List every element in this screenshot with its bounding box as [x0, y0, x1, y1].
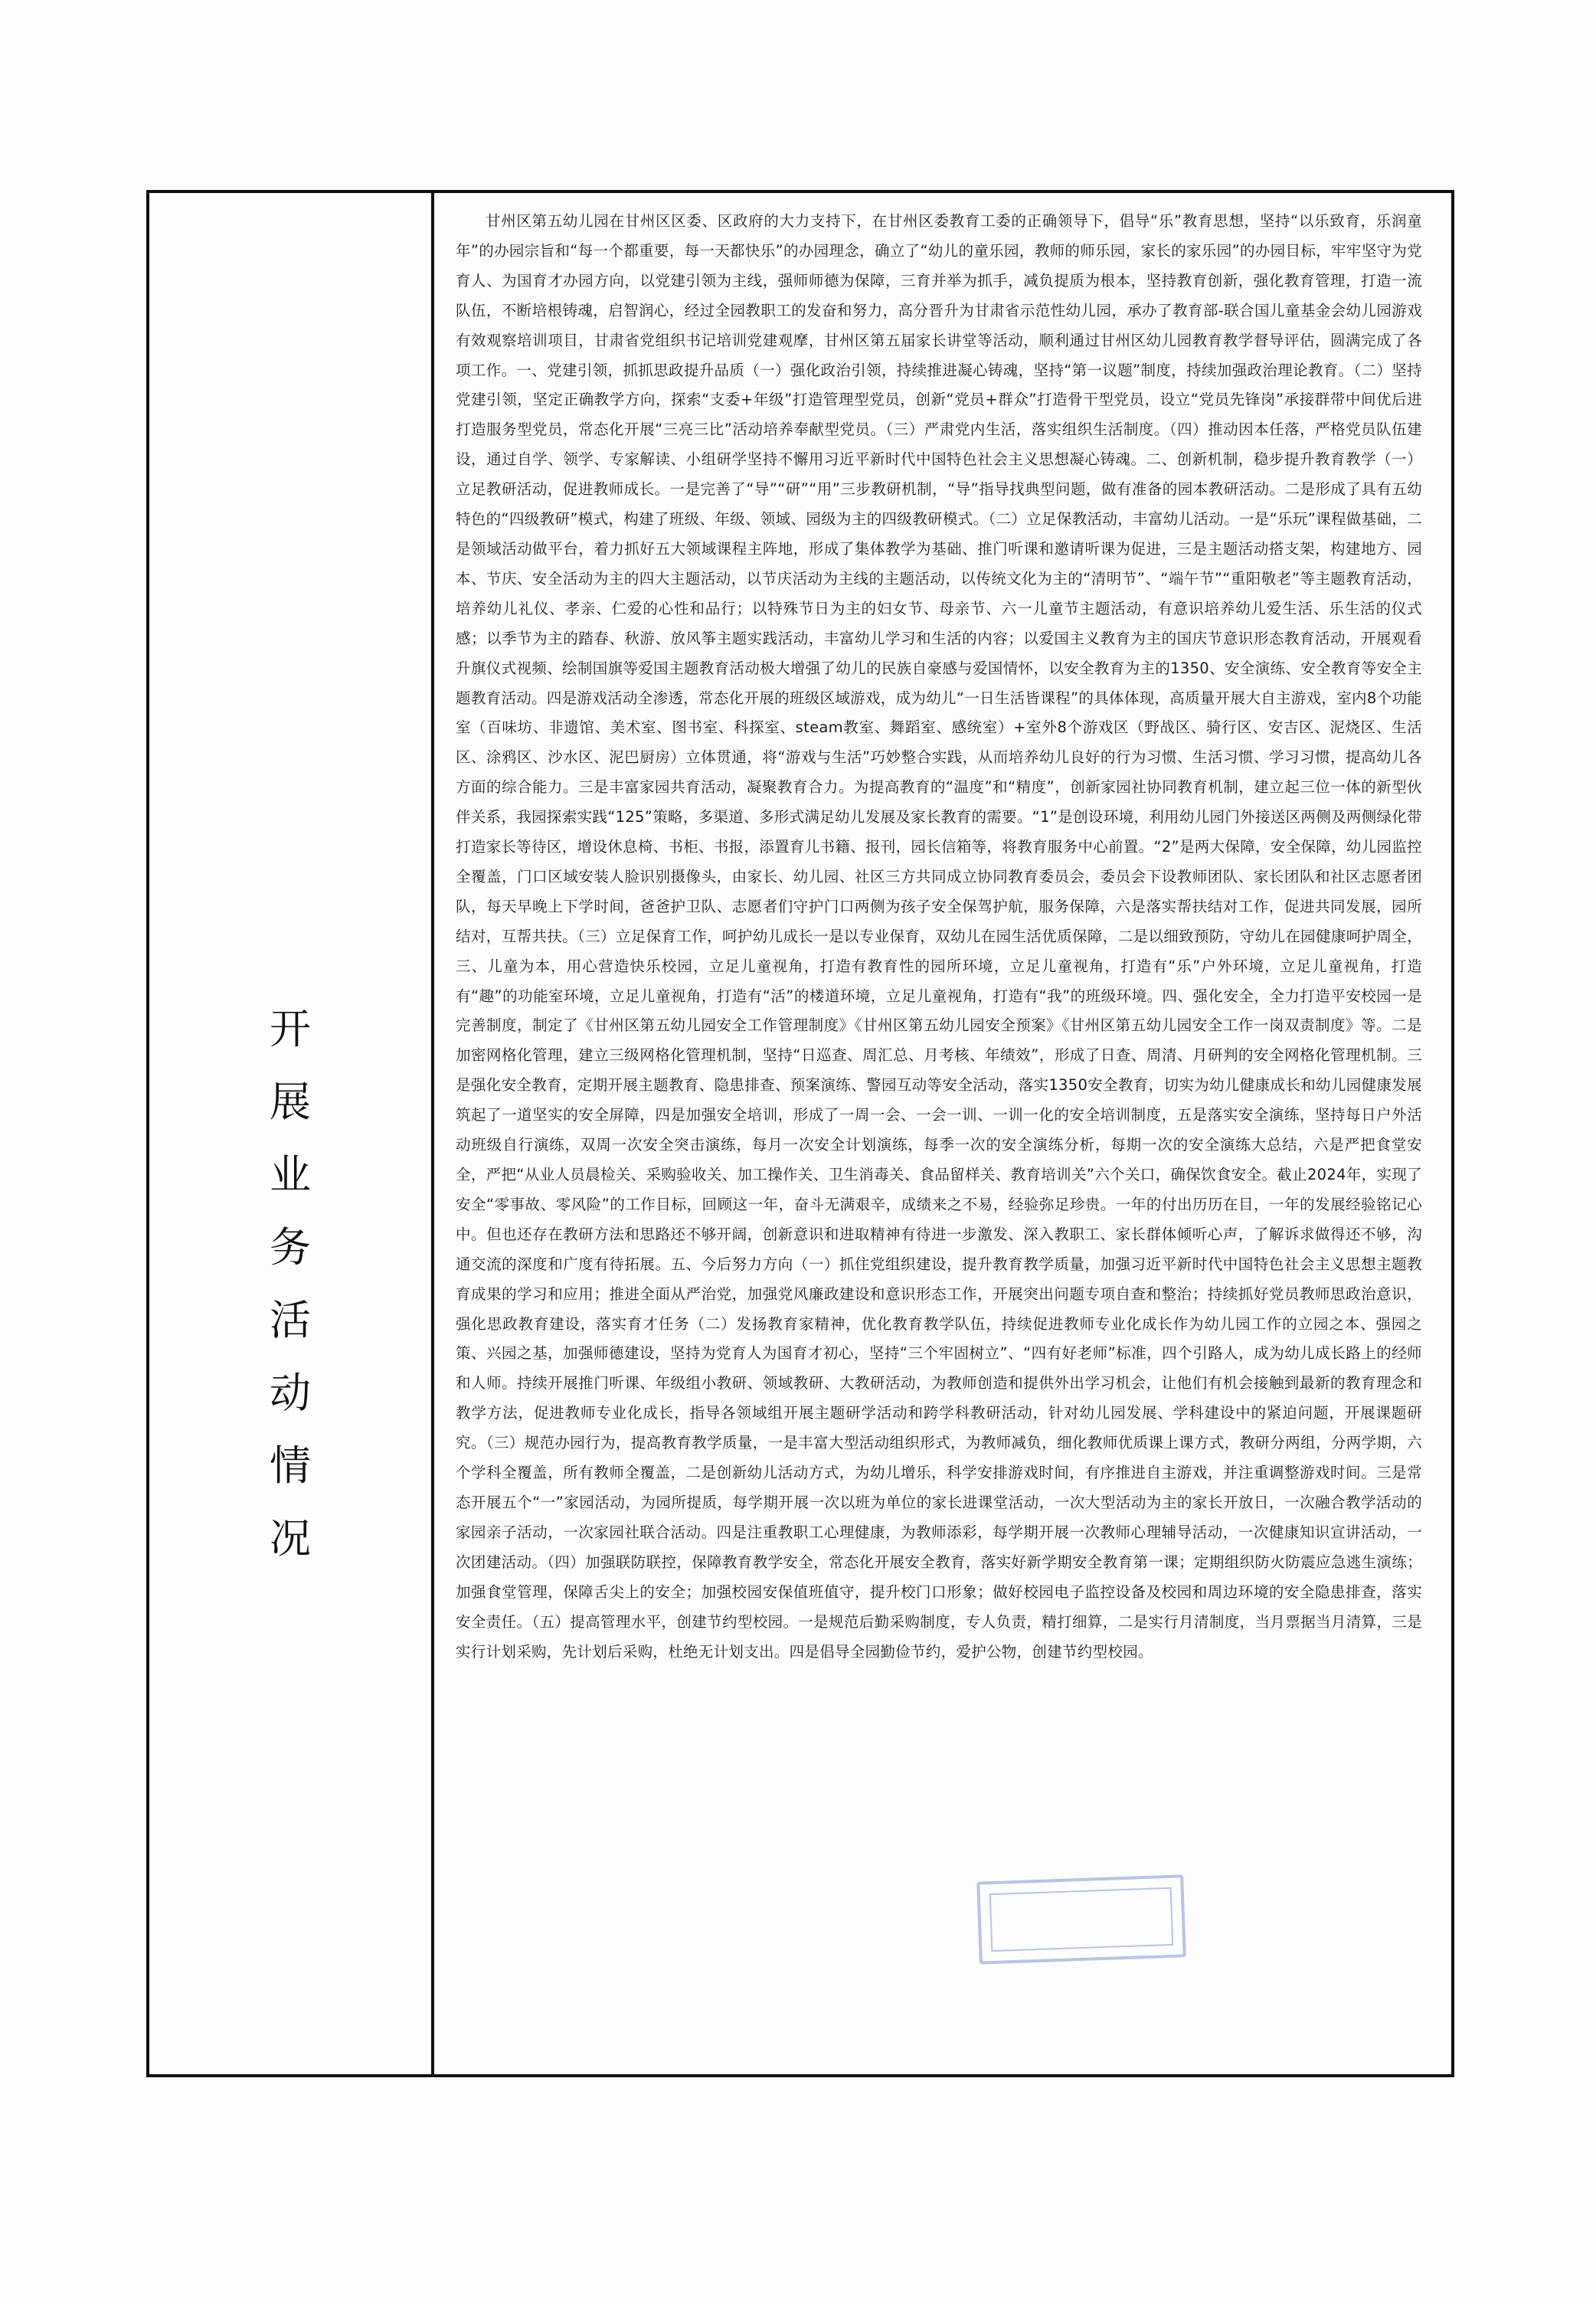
- section-label-cell: [149, 193, 434, 2074]
- form-table: [146, 190, 1454, 2077]
- activity-report-body: 甘州区第五幼儿园在甘州区区委、区政府的大力支持下，在甘州区委教育工委的正确领导下，倡导“乐”教育思想，坚持“以乐致育，乐润童年”的办园宗旨和“每一个都重要，每一天都快乐”的办园理念，确立了“幼儿的童乐园，教师的师乐园，家长的家乐园”的办园目标，牢牢坚守为党育人、为国育才办园方向，以党建引领为主线，强师师德为保障，三育并举为抓手，减负提质为根本，坚持教育创新，强化教育管理，打造一流队伍，不断培根铸魂，启智润心，经过全园教职工的发奋和努力，高分晋升为甘肃省示范性幼儿园，承办了教育部-联合国儿童基金会幼儿园游戏有效观察培训项目，甘肃省党组织书记培训党建观摩，甘州区第五届家长讲堂等活动，顺利通过甘州区幼儿园教育教学督导评估，圆满完成了各项工作。一、党建引领，抓抓思政提升品质（一）强化政治引领，持续推进凝心铸魂，坚持“第一议题”制度，持续加强政治理论教育。（二）坚持党建引领，坚定正确教学方向，探索“支委+年级”打造管理型党员，创新“党员+群众”打造骨干型党员，设立“党员先锋岗”承接群带中间优后进打造服务型党员，常态化开展“三亮三比”活动培养奉献型党员。（三）严肃党内生活，落实组织生活制度。（四）推动因本任落，严格党员队伍建设，通过自学、领学、专家解读、小组研学坚持不懈用习近平新时代中国特色社会主义思想凝心铸魂。二、创新机制，稳步提升教育教学（一）立足教研活动，促进教师成长。一是完善了“导”“研”“用”三步教研机制，“导”指导找典型问题，做有准备的园本教研活动。二是形成了具有五幼特色的“四级教研”模式，构建了班级、年级、领域、园级为主的四级教研模式。（二）立足保教活动，丰富幼儿活动。一是“乐玩”课程做基础，二是领域活动做平台，着力抓好五大领域课程主阵地，形成了集体教学为基础、推门听课和邀请听课为促进，三是主题活动搭支架，构建地方、园本、节庆、安全活动为主的四大主题活动，以节庆活动为主线的主题活动，以传统文化为主的“清明节”、“端午节”“重阳敬老”等主题教育活动，培养幼儿礼仪、孝亲、仁爱的心性和品行；以特殊节日为主的妇女节、母亲节、六一儿童节主题活动，有意识培养幼儿爱生活、乐生活的仪式感；以季节为主的踏春、秋游、放风筝主题实践活动，丰富幼儿学习和生活的内容；以爱国主义教育为主的国庆节意识形态教育活动，开展观看升旗仪式视频、绘制国旗等爱国主题教育活动极大增强了幼儿的民族自豪感与爱国情怀，以安全教育为主的1350、安全演练、安全教育等安全主题教育活动。四是游戏活动全渗透，常态化开展的班级区域游戏，成为幼儿“一日生活皆课程”的具体体现，高质量开展大自主游戏，室内8个功能室（百味坊、非遗馆、美术室、图书室、科探室、steam教室、舞蹈室、感统室）+室外8个游戏区（野战区、骑行区、安吉区、泥烧区、生活区、涂鸦区、沙水区、泥巴厨房）立体贯通，将“游戏与生活”巧妙整合实践，从而培养幼儿良好的行为习惯、生活习惯、学习习惯，提高幼儿各方面的综合能力。三是丰富家园共育活动，凝聚教育合力。为提高教育的“温度”和“精度”，创新家园社协同教育机制，建立起三位一体的新型伙伴关系，我园探索实践“125”策略，多渠道、多形式满足幼儿发展及家长教育的需要。“1”是创设环境，利用幼儿园门外接送区两侧及两侧绿化带打造家长等待区，增设休息椅、书柜、书报，添置育儿书籍、报刊，园长信箱等，将教育服务中心前置。“2”是两大保障，安全保障，幼儿园监控全覆盖，门口区域安装人脸识别摄像头，由家长、幼儿园、社区三方共同成立协同教育委员会，委员会下设教师团队、家长团队和社区志愿者团队，每天早晚上下学时间，爸爸护卫队、志愿者们守护门口两侧为孩子安全保驾护航，服务保障，六是落实帮扶结对工作，促进共同发展，园所结对，互帮共扶。（三）立足保育工作，呵护幼儿成长一是以专业保育，双幼儿在园生活优质保障，二是以细致预防，守幼儿在园健康呵护周全，三、儿童为本，用心营造快乐校园，立足儿童视角，打造有教育性的园所环境，立足儿童视角，打造有“乐”户外环境，立足儿童视角，打造有“趣”的功能室环境，立足儿童视角，打造有“活”的楼道环境，立足儿童视角，打造有“我”的班级环境。四、强化安全，全力打造平安校园一是完善制度，制定了《甘州区第五幼儿园安全工作管理制度》《甘州区第五幼儿园安全预案》《甘州区第五幼儿园安全工作一岗双责制度》等。二是加密网格化管理，建立三级网格化管理机制，坚持“日巡查、周汇总、月考核、年绩效”，形成了日查、周清、月研判的安全网格化管理机制。三是强化安全教育，定期开展主题教育、隐患排查、预案演练、警园互动等安全活动，落实1350安全教育，切实为幼儿健康成长和幼儿园健康发展筑起了一道坚实的安全屏障，四是加强安全培训，形成了一周一会、一会一训、一训一化的安全培训制度，五是落实安全演练，坚持每日户外活动班级自行演练，双周一次安全突击演练，每月一次安全计划演练，每季一次的安全演练分析，每期一次的安全演练大总结，六是严把食堂安全，严把“从业人员晨检关、采购验收关、加工操作关、卫生消毒关、食品留样关、教育培训关”六个关口，确保饮食安全。截止2024年，实现了安全“零事故、零风险”的工作目标，回顾这一年，奋斗无满艰辛，成绩来之不易，经验弥足珍贵。一年的付出历历在目，一年的发展经验铭记心中。但也还存在教研方法和思路还不够开阔，创新意识和进取精神有待进一步激发、深入教职工、家长群体倾听心声，了解诉求做得还不够，沟通交流的深度和广度有待拓展。五、今后努力方向（一）抓住党组织建设，提升教育教学质量，加强习近平新时代中国特色社会主义思想主题教育成果的学习和应用；推进全面从严治党，加强党风廉政建设和意识形态工作，开展突出问题专项自查和整治；持续抓好党员教师思政治意识，强化思政教育建设，落实育才任务（二）发扬教育家精神，优化教育教学队伍，持续促进教师专业化成长作为幼儿园工作的立园之本、强园之策、兴园之基，加强师德建设，坚持为党育人为国育才初心，坚持“三个牢固树立”、“四有好老师”标准，四个引路人，成为幼儿成长路上的经师和人师。持续开展推门听课、年级组小教研、领域教研、大教研活动，为教师创造和提供外出学习机会，让他们有机会接触到最新的教育理念和教学方法，促进教师专业化成长，指导各领域组开展主题研学活动和跨学科教研活动，针对幼儿园发展、学科建设中的紧迫问题，开展课题研究。（三）规范办园行为，提高教育教学质量，一是丰富大型活动组织形式，为教师减负，细化教师优质课上课方式，教研分两组，分两学期，六个学科全覆盖，所有教师全覆盖，二是创新幼儿活动方式，为幼儿增乐，科学安排游戏时间，有序推进自主游戏，并注重调整游戏时间。三是常态开展五个“一”家园活动，为园所提质，每学期开展一次以班为单位的家长进课堂活动，一次大型活动为主的家长开放日，一次融合教学活动的家园亲子活动，一次家园社联合活动。四是注重教职工心理健康，为教师添彩，每学期开展一次教师心理辅导活动，一次健康知识宣讲活动，一次团建活动。（四）加强联防联控，保障教育教学安全，常态化开展安全教育，落实好新学期安全教育第一课；定期组织防火防震应急逃生演练；加强食堂管理，保障舌尖上的安全；加强校园安保值班值守，提升校门口形象；做好校园电子监控设备及校园和周边环境的安全隐患排查，落实安全责任。（五）提高管理水平，创建节约型校园。一是规范后勤采购制度，专人负责，精打细算，二是实行月清制度，当月票据当月清算，三是实行计划采购，先计划后采购，杜绝无计划支出。四是倡导全园勤俭节约，爱护公物，创建节约型校园。: [456, 212, 1422, 1661]
- section-label: [149, 1005, 431, 1591]
- official-seal-stamp: [976, 1874, 1186, 1964]
- section-content-cell: [434, 193, 1451, 2074]
- section-label-char: 情: [270, 1442, 311, 1490]
- section-label-char: 务: [270, 1223, 311, 1271]
- section-label-char: 开: [270, 1005, 311, 1053]
- section-label-char: 活: [270, 1296, 311, 1344]
- official-seal-inner-border: [989, 1887, 1174, 1952]
- section-label-char: 况: [270, 1514, 311, 1563]
- section-label-char: 展: [270, 1078, 311, 1126]
- section-label-char: 业: [270, 1150, 311, 1199]
- section-label-char: 动: [270, 1369, 311, 1417]
